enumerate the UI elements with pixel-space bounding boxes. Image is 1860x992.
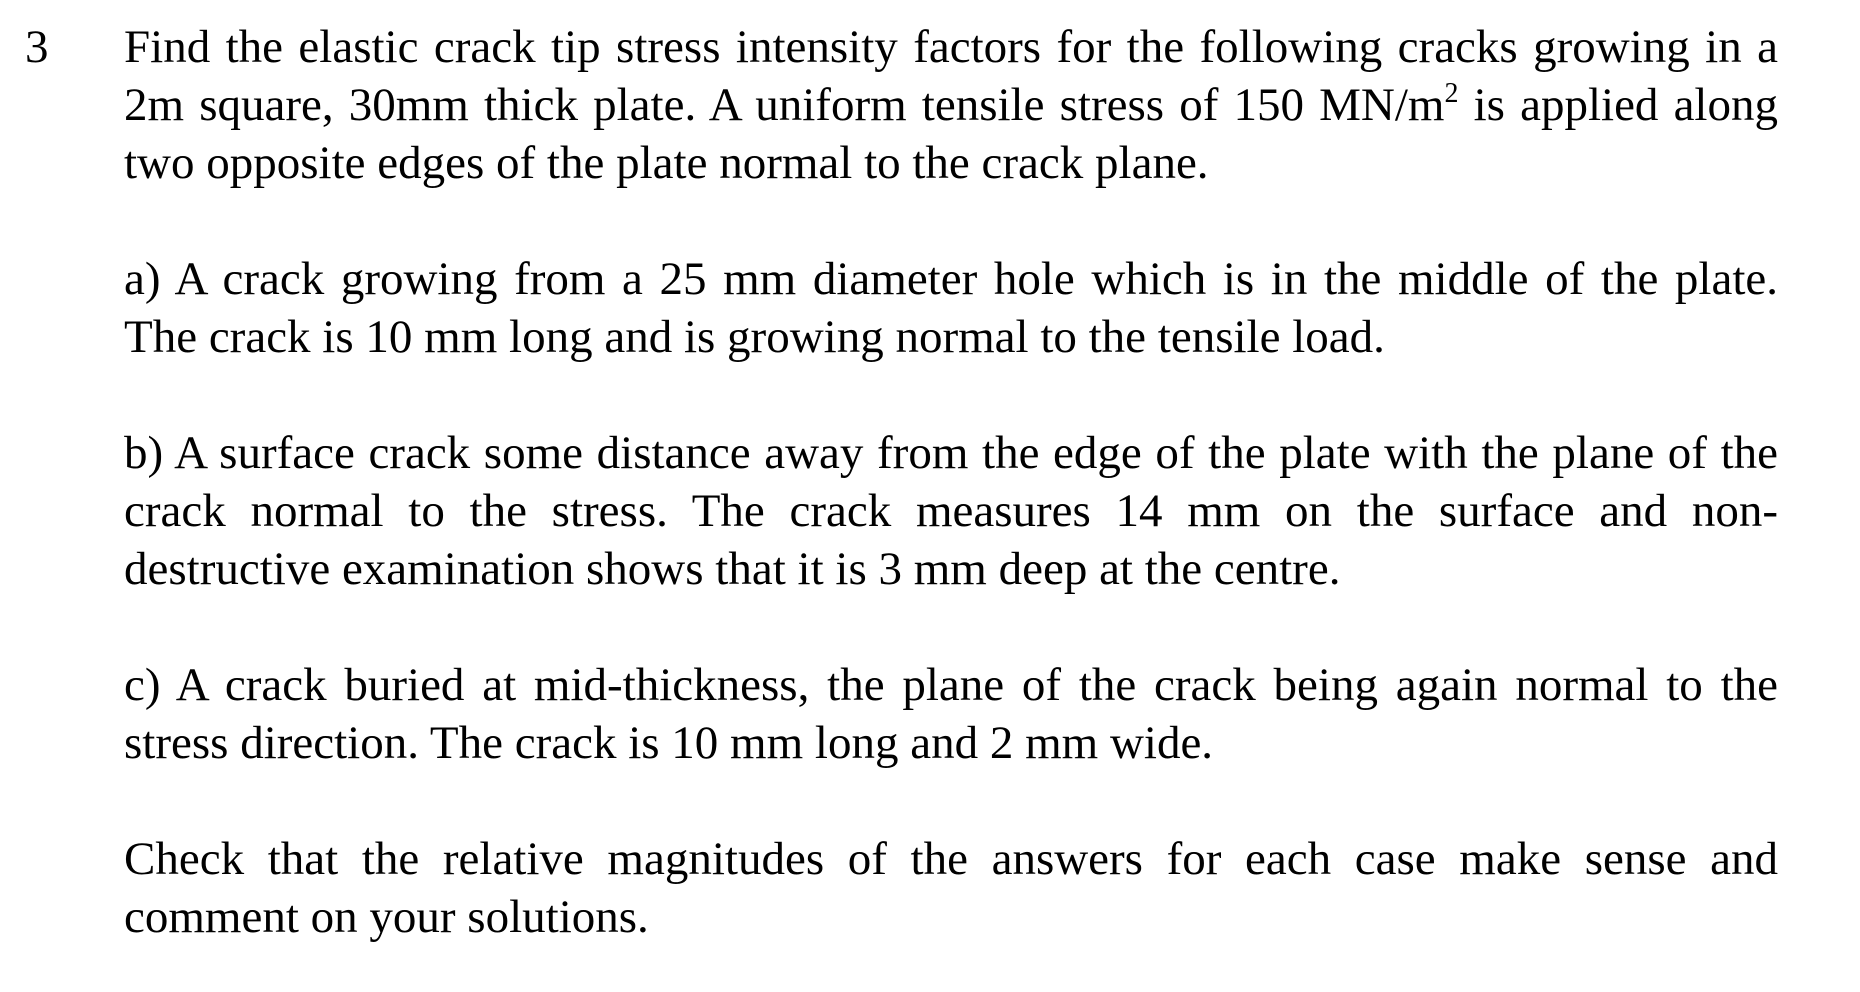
intro-superscript: 2 [1444, 78, 1459, 109]
intro-text-after: is applied along two opposite edges of the plate normal to the crack plane. [124, 79, 1778, 189]
intro-text-before: Find the elastic crack tip stress intensity factors for the following cracks growing in a 2m square, 30mm thick plate. A uniform tensile stress of 150 MN/m [124, 21, 1778, 131]
part-b: b) A surface crack some distance away from the edge of the plate with the plane of the crack normal to the stress. The crack measures 14 mm on the surface and non-destructive examination shows that it is 3 mm deep at the centre. [124, 427, 1778, 595]
question-closing: Check that the relative magnitudes of the answers for each case make sense and comment on your solutions. [124, 833, 1778, 943]
question-intro [124, 18, 1778, 192]
question-number: 3 [25, 21, 49, 73]
part-a: a) A crack growing from a 25 mm diameter hole which is in the middle of the plate. The crack is 10 mm long and is growing normal to the tensile load. [124, 253, 1778, 363]
question-body [124, 18, 1778, 946]
part-c: c) A crack buried at mid-thickness, the plane of the crack being again normal to the stress direction. The crack is 10 mm long and 2 mm wide. [124, 659, 1778, 769]
